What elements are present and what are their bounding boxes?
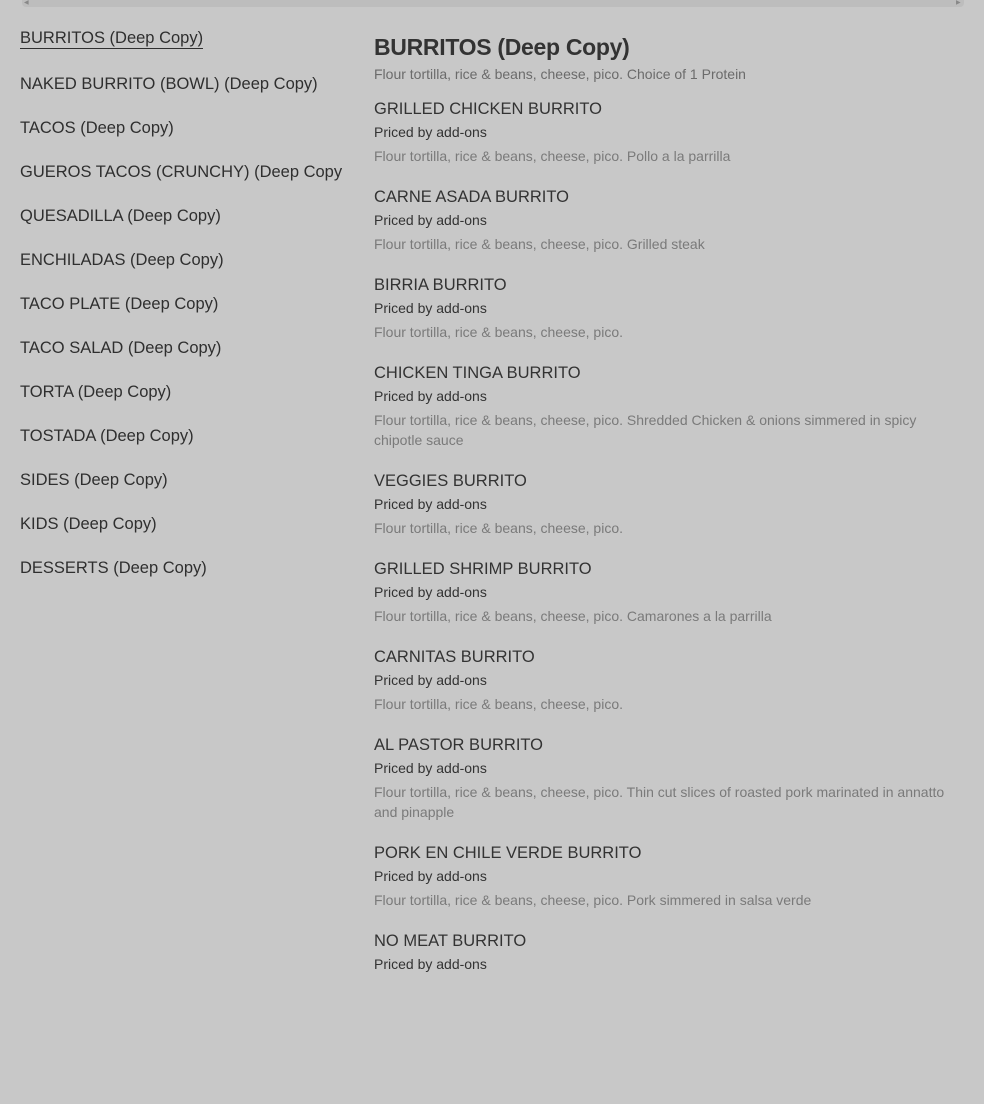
item-price: Priced by add-ons — [374, 672, 487, 688]
item-description: Flour tortilla, rice & beans, cheese, pico. Grilled steak — [374, 236, 705, 252]
item-description: Flour tortilla, rice & beans, cheese, pico. Camarones a la parrilla — [374, 608, 772, 624]
sidebar-item-label: GUEROS TACOS (CRUNCHY) (Deep Copy — [20, 163, 343, 181]
item-price: Priced by add-ons — [374, 388, 487, 404]
item-description: Flour tortilla, rice & beans, cheese, pico. — [374, 520, 624, 536]
sidebar-item-sides[interactable] — [20, 470, 350, 514]
sidebar-item-label: TORTA (Deep Copy) — [20, 383, 172, 401]
section-description: Flour tortilla, rice & beans, cheese, pico. Choice of 1 Protein — [374, 66, 746, 82]
item-description: Flour tortilla, rice & beans, cheese, pico. Pork simmered in salsa verde — [374, 892, 812, 908]
item-name: CARNE ASADA BURRITO — [374, 188, 569, 206]
item-price: Priced by add-ons — [374, 956, 487, 972]
sidebar-item-enchiladas[interactable] — [20, 250, 350, 294]
scroll-right-arrow-icon[interactable]: ▶ — [956, 0, 961, 6]
item-price: Priced by add-ons — [374, 212, 487, 228]
sidebar-item-desserts[interactable] — [20, 558, 350, 602]
sidebar-item-label: TACO SALAD (Deep Copy) — [20, 339, 222, 357]
category-sidebar — [20, 28, 350, 602]
item-name: VEGGIES BURRITO — [374, 472, 527, 490]
sidebar-item-label: DESSERTS (Deep Copy) — [20, 559, 207, 577]
sidebar-item-label: QUESADILLA (Deep Copy) — [20, 207, 221, 225]
item-price: Priced by add-ons — [374, 124, 487, 140]
sidebar-item-label: TOSTADA (Deep Copy) — [20, 427, 194, 445]
item-name: AL PASTOR BURRITO — [374, 736, 544, 754]
item-description: Flour tortilla, rice & beans, cheese, pico. Pollo a la parrilla — [374, 148, 731, 164]
item-price: Priced by add-ons — [374, 868, 487, 884]
menu-item-grilled-chicken-burrito[interactable] — [374, 98, 954, 166]
sidebar-item-quesadilla[interactable] — [20, 206, 350, 250]
sidebar-item-tostada[interactable] — [20, 426, 350, 470]
sidebar-item-label: NAKED BURRITO (BOWL) (Deep Copy) — [20, 75, 318, 93]
menu-item-al-pastor-burrito[interactable] — [374, 734, 954, 822]
menu-item-carne-asada-burrito[interactable] — [374, 186, 954, 254]
menu-item-birria-burrito[interactable] — [374, 274, 954, 342]
item-name: NO MEAT BURRITO — [374, 932, 527, 950]
sidebar-item-label: TACO PLATE (Deep Copy) — [20, 295, 219, 313]
sidebar-item-taco-salad[interactable] — [20, 338, 350, 382]
menu-item-pork-en-chile-verde-burrito[interactable] — [374, 842, 954, 910]
item-price: Priced by add-ons — [374, 760, 487, 776]
sidebar-item-kids[interactable] — [20, 514, 350, 558]
item-name: CARNITAS BURRITO — [374, 648, 535, 666]
menu-item-no-meat-burrito[interactable] — [374, 930, 954, 974]
sidebar-item-gueros-tacos[interactable] — [20, 162, 350, 206]
item-description: Flour tortilla, rice & beans, cheese, pico. Thin cut slices of roasted pork marinated in annatto and pinapple — [374, 784, 945, 820]
sidebar-item-burritos[interactable] — [20, 28, 350, 74]
menu-item-carnitas-burrito[interactable] — [374, 646, 954, 714]
menu-item-grilled-shrimp-burrito[interactable] — [374, 558, 954, 626]
item-price: Priced by add-ons — [374, 496, 487, 512]
item-price: Priced by add-ons — [374, 584, 487, 600]
menu-item-veggies-burrito[interactable] — [374, 470, 954, 538]
item-description: Flour tortilla, rice & beans, cheese, pico. Shredded Chicken & onions simmered in spicy chipotle sauce — [374, 412, 917, 448]
sidebar-item-label: ENCHILADAS (Deep Copy) — [20, 251, 224, 269]
sidebar-item-naked-burrito[interactable] — [20, 74, 350, 118]
sidebar-item-label: TACOS (Deep Copy) — [20, 119, 174, 137]
item-description: Flour tortilla, rice & beans, cheese, pico. — [374, 696, 624, 712]
sidebar-item-label: KIDS (Deep Copy) — [20, 515, 157, 533]
item-name: GRILLED CHICKEN BURRITO — [374, 100, 602, 118]
menu-item-chicken-tinga-burrito[interactable] — [374, 362, 954, 450]
menu-section — [374, 30, 954, 994]
sidebar-item-taco-plate[interactable] — [20, 294, 350, 338]
sidebar-item-tacos[interactable] — [20, 118, 350, 162]
sidebar-item-torta[interactable] — [20, 382, 350, 426]
sidebar-item-label: SIDES (Deep Copy) — [20, 471, 168, 489]
item-name: CHICKEN TINGA BURRITO — [374, 364, 581, 382]
item-description: Flour tortilla, rice & beans, cheese, pico. — [374, 324, 624, 340]
scroll-left-arrow-icon[interactable]: ◀ — [24, 0, 29, 6]
section-title: BURRITOS (Deep Copy) — [374, 34, 630, 60]
item-price: Priced by add-ons — [374, 300, 487, 316]
item-name: GRILLED SHRIMP BURRITO — [374, 560, 592, 578]
sidebar-item-label: BURRITOS (Deep Copy) — [20, 29, 204, 47]
item-name: BIRRIA BURRITO — [374, 276, 507, 294]
horizontal-scrollbar[interactable] — [22, 0, 964, 7]
item-name: PORK EN CHILE VERDE BURRITO — [374, 844, 642, 862]
